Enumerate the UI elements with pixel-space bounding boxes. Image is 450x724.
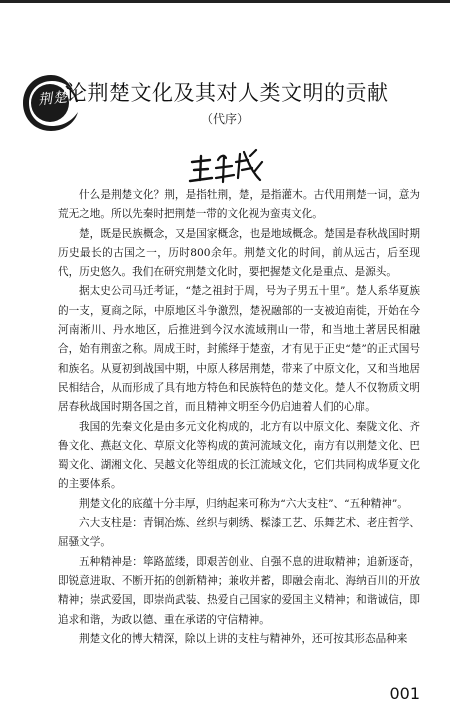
paragraph: 五种精神是：筚路蓝缕，即艰苦创业、自强不息的进取精神；追新逐奇，即锐意进取、不断开拓的创新精神；兼收并蓄，即融会南北、海纳百川的开放精神；崇武爱国，即崇尚武装、热爱自己国家的爱国主义精神；和谐诚信，即追求和谐，为政以德、重在承诺的守信精神。	[58, 555, 420, 626]
paragraph: 什么是荆楚文化？荆，是指牡荆，楚，是指灌木。古代用荆楚一词，意为荒无之地。所以先秦时把荆楚一带的文化视为蛮夷文化。	[58, 189, 420, 221]
paragraph: 我国的先秦文化是由多元文化构成的，北方有以中原文化、秦陇文化、齐鲁文化、燕赵文化、草原文化等构成的黄河流域文化，南方有以荆楚文化、巴蜀文化、湖湘文化、吴越文化等组成的长江流域文化，它们共同构成华夏文化的主要体系。	[58, 420, 420, 491]
top-rule	[0, 0, 450, 3]
paragraph: 荆楚文化的底蕴十分丰厚，归纳起来可称为“六大支柱”、“五种精神”。	[79, 497, 408, 510]
page-subtitle: （代序）	[200, 112, 249, 126]
page-title: 论荆楚文化及其对人类文明的贡献	[66, 81, 389, 105]
paragraph: 据太史公司马迁考证，“楚之祖封于周，号为子男五十里”。楚人系华夏族的一支，夏商之际，中原地区斗争激烈，楚祝融部的一支被迫南徙，开始在今河南淅川、丹水地区，后推进到今汉水流域荆山一带，和当地土著居民相融合，始有荆蛮之称。周成王时，封熊绎于楚蛮，才有见于正史“楚”的正式国号和族名。从夏初到战国中期，中原人移居荆楚，带来了中原文化，又和当地居民相结合，从而形成了具有地方特色和民族特色的楚文化。楚人不仅物质文明居春秋战国时期各国之首，而且精神文明至今仍启迪着人们的心扉。	[58, 285, 420, 414]
page-number: 001	[389, 684, 420, 703]
paragraph: 楚，既是民族概念，又是国家概念，也是地域概念。楚国是春秋战国时期历史最长的古国之一，历时800余年。荆楚文化的时间，前从远古，后至现代，历史悠久。我们在研究荆楚文化时，要把握楚文化是重点、是源头。	[58, 227, 420, 279]
body-text	[58, 186, 420, 649]
paragraph: 荆楚文化的博大精深，除以上讲的支柱与精神外，还可按其形态品种来	[79, 632, 408, 645]
paragraph: 六大支柱是：青铜冶炼、丝织与刺绣、髹漆工艺、乐舞艺术、老庄哲学、屈骚文学。	[58, 517, 420, 549]
emblem-label: 荆楚	[37, 89, 69, 109]
handwritten-signature	[186, 142, 266, 188]
